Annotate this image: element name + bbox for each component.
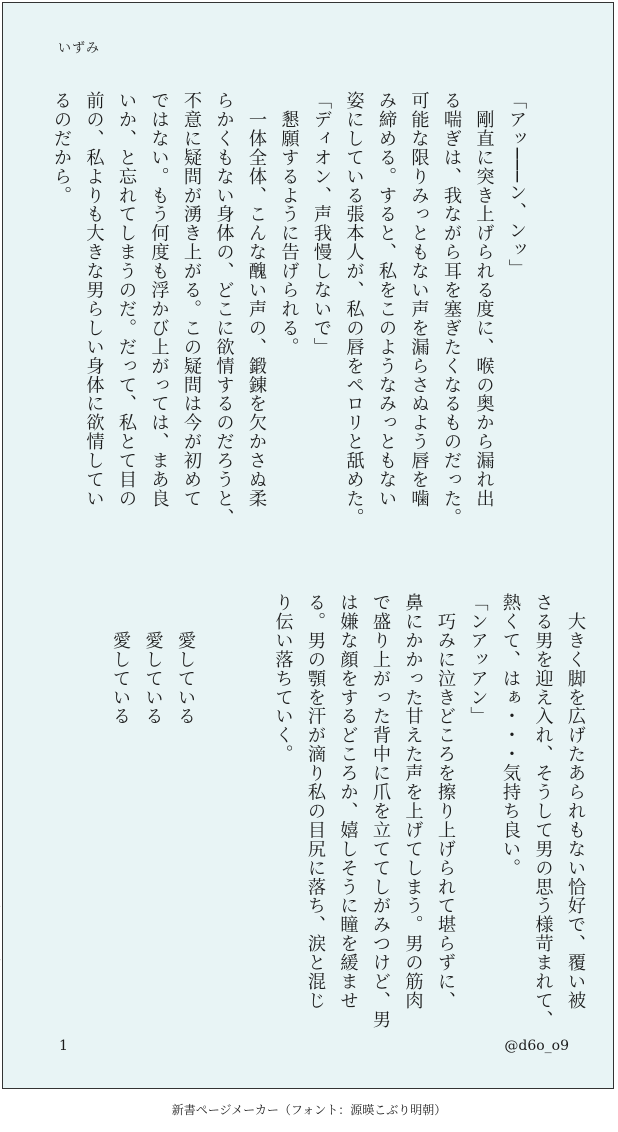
text-line: いか、と忘れてしまうのだ。だって、私とて目の [116,91,137,508]
running-head: いずみ [58,41,101,56]
text-line: さる男を迎え入れ、そうして男の思う様苛まれて、 [532,593,554,1029]
text-line: で盛り上がった背中に爪を立ててしがみつけど、男 [370,593,391,1029]
text-line: るのだから。 [51,91,72,205]
upper-text-block [45,91,533,531]
book-page [2,2,614,1089]
generator-caption: 新書ページメーカー（フォント：源暎こぶり明朝） [171,1103,447,1117]
text-line: み締める。すると、私をこのようなみっともない [376,91,397,508]
text-line: り伝い落ちていく。 [272,593,294,764]
text-line: 愛している [142,593,164,726]
text-line [201,593,234,1033]
text-line [234,593,267,1033]
text-line: 大きく脚を広げたあられもない恰好で、覆い被 [565,593,586,1010]
text-line [0,593,6,1033]
text-line: 姿にしている張本人が、私の唇をペロリと舐めた。 [343,91,365,527]
text-line: 「ディオン、声我慢しないで」 [311,91,332,357]
text-line: る。男の顎を汗が滴り私の目尻に落ち、涙と混じ [305,593,326,1010]
page-number: 1 [59,1038,68,1054]
text-line [71,593,104,1033]
text-line: 一体全体、こんな醜い声の、鍛錬を欠かさぬ柔 [246,91,267,508]
text-line [6,593,39,1033]
text-line: 愛している [110,593,131,726]
text-line: 愛している [175,593,196,726]
text-line: ではない。もう何度も浮かび上がっては、まあ良 [148,91,170,508]
text-line: 鼻にかかった甘えた声を上げてしまう。男の筋肉 [402,593,424,1010]
text-line: 「ンアッアン」 [467,593,489,726]
text-line: 懇願するように告げられる。 [278,91,300,357]
text-line: 熱くて、はぁ・・・気持ち良い。 [500,593,521,878]
text-line: る喘ぎは、我ながら耳を塞ぎたくなるものだった。 [441,91,462,527]
text-line [39,593,72,1033]
text-line: は嫌な顔をするどころか、嬉しそうに瞳を緩ませ [337,593,359,1010]
text-line: 巧みに泣きどころを擦り上げられて堪らずに、 [435,593,456,1010]
text-line: 「アッ───ン、ンッ」 [506,91,527,278]
text-line: らかくもない身体の、どこに欲情するのだろうと、 [213,91,235,527]
text-line: 可能な限りみっともない声を漏らさぬよう唇を噛 [408,91,430,508]
lower-text-block [0,593,591,1033]
text-line: 前の、私よりも大きな男らしい身体に欲情してい [83,91,105,508]
text-line: 不意に疑問が湧き上がる。この疑問は今が初めて [181,91,202,508]
author-handle: @d6o_o9 [504,1038,569,1054]
text-line: 剛直に突き上げられる度に、喉の奥から漏れ出 [473,91,495,508]
